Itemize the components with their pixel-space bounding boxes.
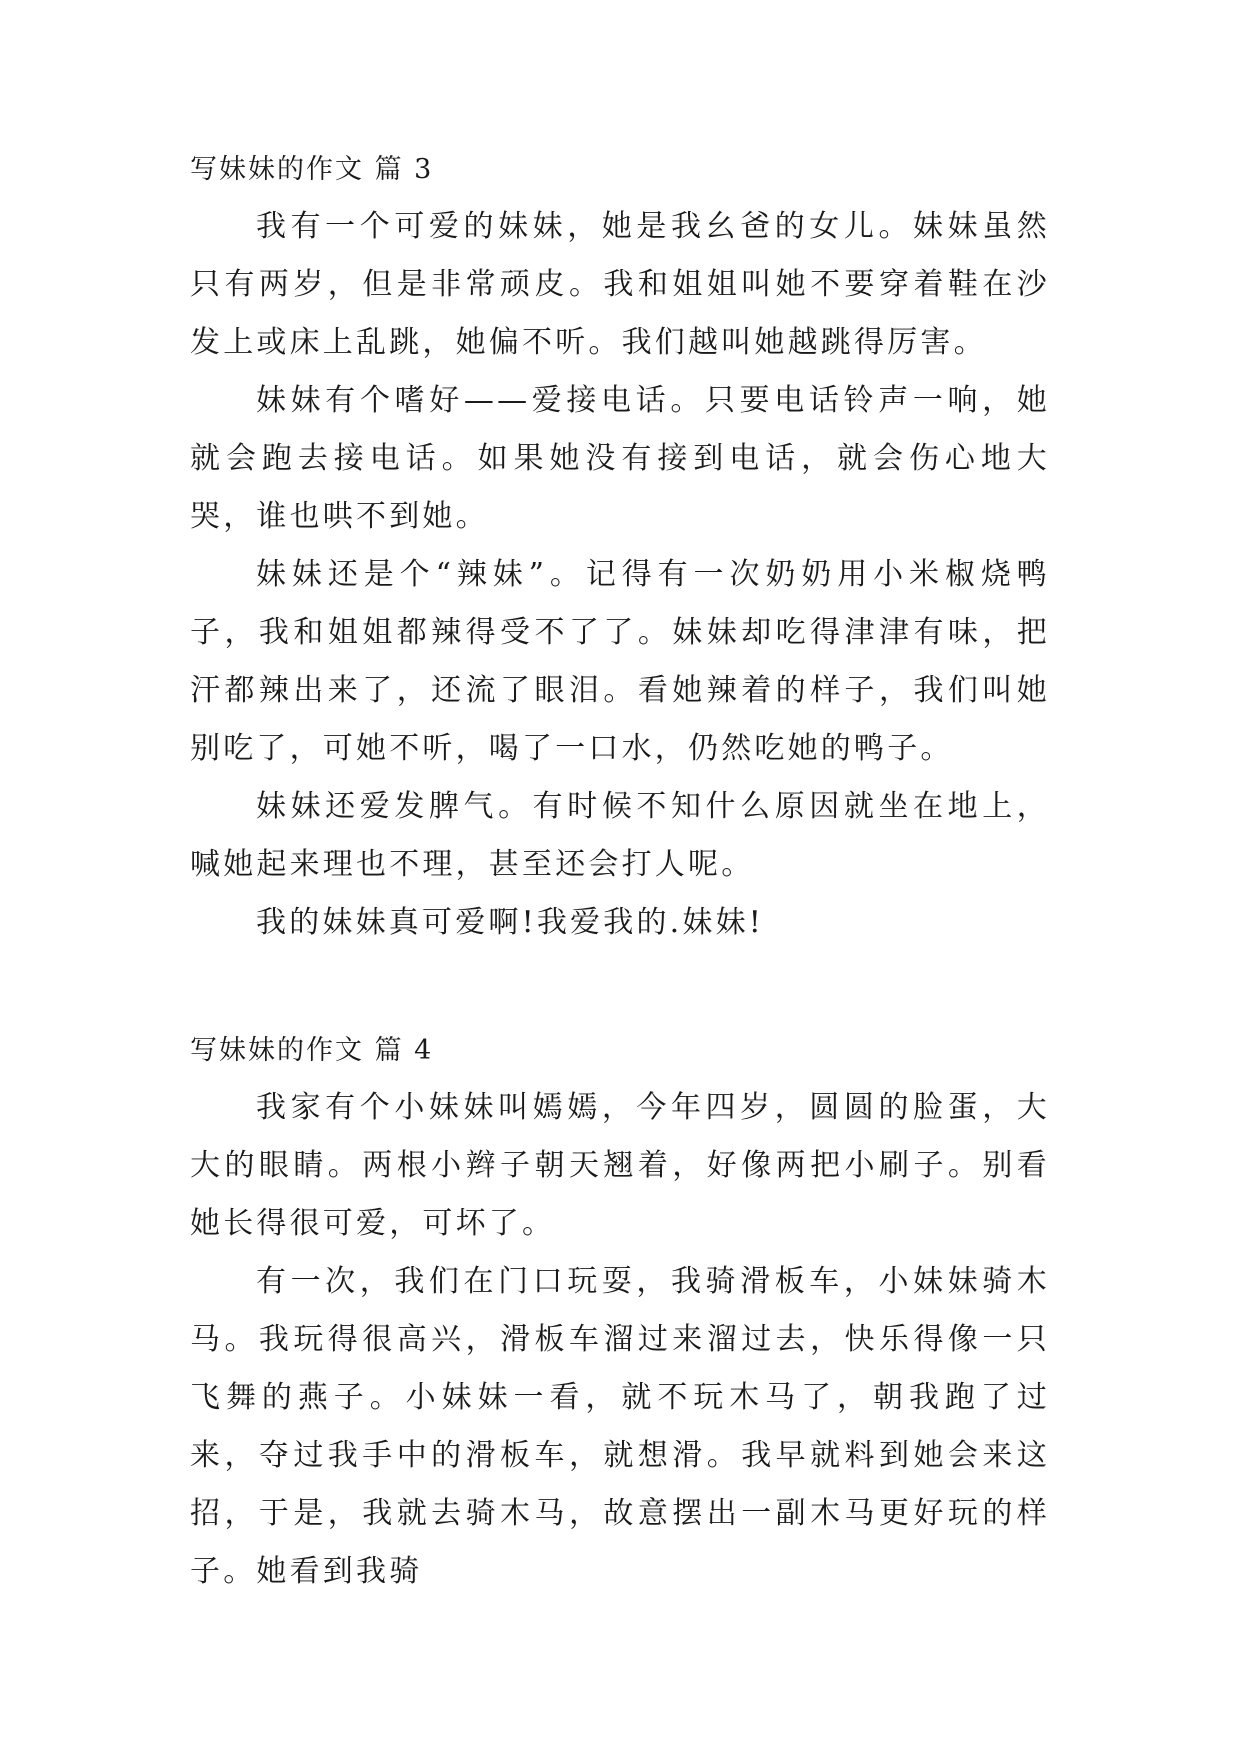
essay-section-3 <box>190 150 1050 952</box>
paragraph: 我家有个小妹妹叫嫣嫣，今年四岁，圆圆的脸蛋，大大的眼睛。两根小辫子朝天翘着，好像两把小刷子。别看她长得很可爱，可坏了。 <box>190 1090 1050 1241</box>
paragraph: 我有一个可爱的妹妹，她是我幺爸的女儿。妹妹虽然只有两岁，但是非常顽皮。我和姐姐叫她不要穿着鞋在沙发上或床上乱跳，她偏不听。我们越叫她越跳得厉害。 <box>190 209 1050 360</box>
paragraph: 我的妹妹真可爱啊!我爱我的.妹妹! <box>256 905 765 940</box>
paragraph: 妹妹有个嗜好——爱接电话。只要电话铃声一响，她就会跑去接电话。如果她没有接到电话，就会伤心地大哭，谁也哄不到她。 <box>190 383 1050 534</box>
paragraph: 妹妹还爱发脾气。有时候不知什么原因就坐在地上，喊她起来理也不理，甚至还会打人呢。 <box>190 789 1050 882</box>
paragraph: 有一次，我们在门口玩耍，我骑滑板车，小妹妹骑木马。我玩得很高兴，滑板车溜过来溜过去，快乐得像一只飞舞的燕子。小妹妹一看，就不玩木马了，朝我跑了过来，夺过我手中的滑板车，就想滑。我早就料到她会来这招，于是，我就去骑木马，故意摆出一副木马更好玩的样子。她看到我骑 <box>190 1264 1050 1589</box>
section-title: 写妹妹的作文 篇 3 <box>190 154 434 185</box>
section-title: 写妹妹的作文 篇 4 <box>190 1035 434 1066</box>
paragraph: 妹妹还是个“辣妹”。记得有一次奶奶用小米椒烧鸭子，我和姐姐都辣得受不了了。妹妹却吃得津津有味，把汗都辣出来了，还流了眼泪。看她辣着的样子，我们叫她别吃了，可她不听，喝了一口水，仍然吃她的鸭子。 <box>190 557 1050 766</box>
essay-section-4 <box>190 1031 1050 1601</box>
